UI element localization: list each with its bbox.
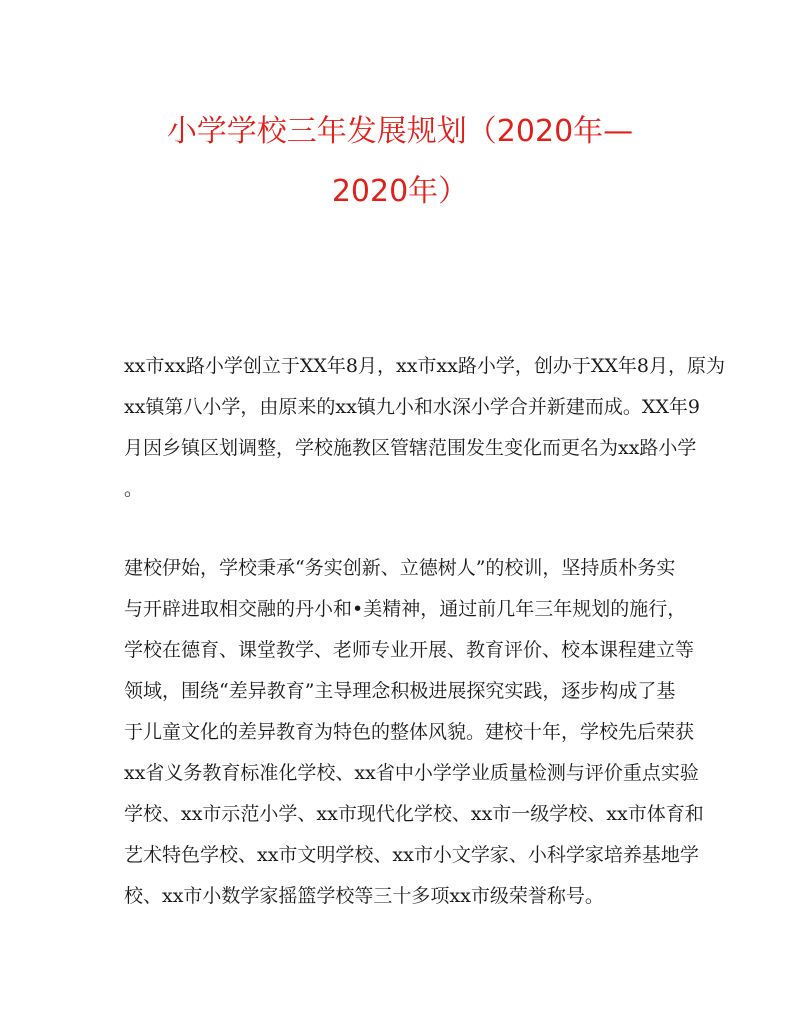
paragraph-line: 与开辟进取相交融的丹小和•美精神，通过前几年三年规划的施行， — [124, 598, 687, 620]
paragraph-line: 建校伊始，学校秉承“务实创新、立德树人”的校训，坚持质朴务实 — [124, 557, 676, 579]
paragraph-line: 。 — [124, 478, 144, 500]
paragraph-line: xx市xx路小学创立于XX年8月，xx市xx路小学，创办于XX年8月，原为 — [124, 355, 726, 377]
paragraph-line: 于儿童文化的差异教育为特色的整体风貌。建校十年，学校先后荣获 — [124, 721, 695, 743]
paragraph-line: 艺术特色学校、xx市文明学校、xx市小文学家、小科学家培养基地学 — [124, 844, 699, 866]
paragraph-line: 领域，围绕“差异教育”主导理念积极进展探究实践，逐步构成了基 — [124, 680, 676, 702]
document-title-line-1: 小学学校三年发展规划（2020年— — [166, 114, 634, 149]
paragraph-history — [124, 548, 704, 917]
paragraph-line: 学校、xx市示范小学、xx市现代化学校、xx市一级学校、xx市体育和 — [124, 803, 704, 825]
paragraph-line: 校、xx市小数学家摇篮学校等三十多项xx市级荣誉称号。 — [124, 885, 604, 907]
document-title-line-2: 2020年） — [331, 174, 469, 209]
paragraph-line: xx镇第八小学，由原来的xx镇九小和水深小学合并新建而成。XX年9 — [124, 396, 701, 418]
paragraph-intro — [124, 346, 726, 510]
paragraph-line: xx省义务教育标准化学校、xx省中小学学业质量检测与评价重点实验 — [124, 762, 699, 784]
paragraph-line: 学校在德育、课堂教学、老师专业开展、教育评价、校本课程建立等 — [124, 639, 695, 661]
paragraph-line: 月因乡镇区划调整，学校施教区管辖范围发生变化而更名为xx路小学 — [124, 437, 697, 459]
